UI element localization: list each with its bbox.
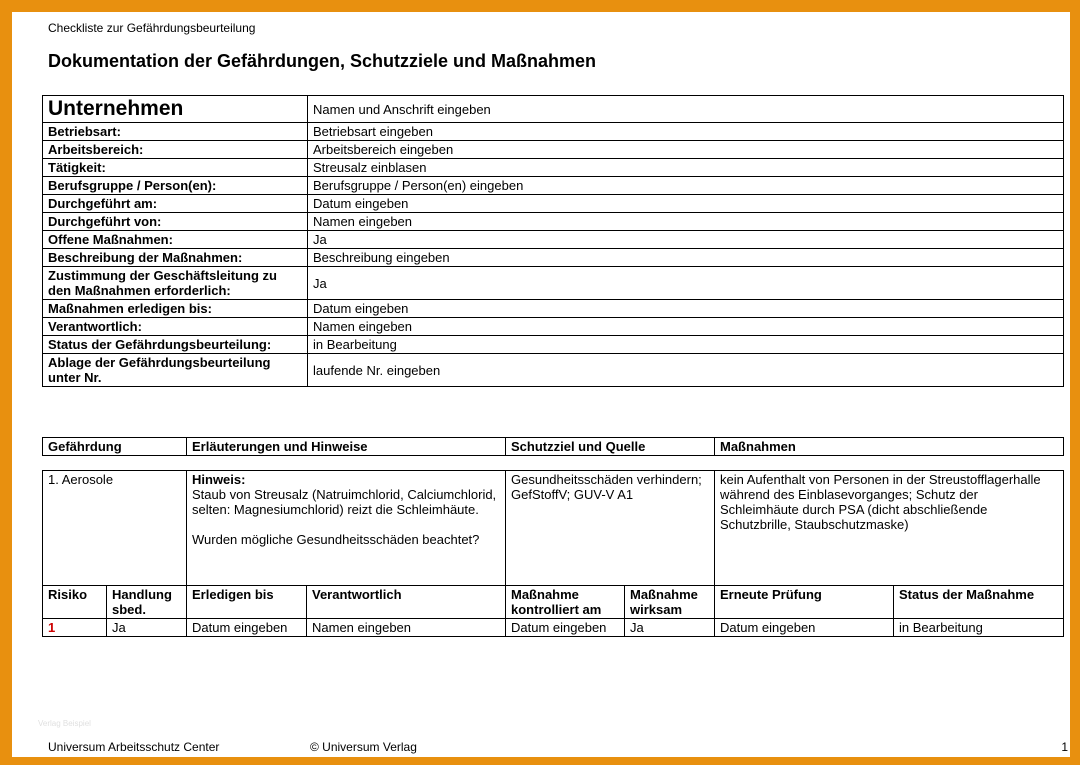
info-value[interactable]: Betriebsart eingeben: [308, 123, 1064, 141]
info-label: Tätigkeit:: [43, 159, 308, 177]
hazard-table: [42, 470, 1064, 637]
info-value[interactable]: laufende Nr. eingeben: [308, 354, 1064, 387]
info-label: Ablage der Gefährdungsbeurteilung unter Nr.: [43, 354, 308, 387]
info-label: Offene Maßnahmen:: [43, 231, 308, 249]
company-info-table: [42, 95, 1064, 387]
hazard-header-table: [42, 437, 1064, 456]
responsible-header: Verantwortlich: [307, 586, 506, 619]
action-header: Handlung sbed.: [107, 586, 187, 619]
goal-line: Gesundheitsschäden verhindern;: [511, 472, 702, 487]
watermark: Verlag Beispiel: [38, 719, 91, 728]
measures-col-header: Maßnahmen: [715, 438, 1064, 456]
info-label: Berufsgruppe / Person(en):: [43, 177, 308, 195]
info-label: Status der Gefährdungsbeurteilung:: [43, 336, 308, 354]
notes-col-header: Erläuterungen und Hinweise: [187, 438, 506, 456]
info-value[interactable]: in Bearbeitung: [308, 336, 1064, 354]
company-label: Unternehmen: [43, 96, 308, 123]
info-value[interactable]: Ja: [308, 267, 1064, 300]
info-label: Arbeitsbereich:: [43, 141, 308, 159]
hazard-measures: kein Aufenthalt von Personen in der Streustofflagerhalle während des Einblasevorganges; Schutz der Schleimhäute durch PSA (dicht abschließende Schutzbrille, Staubschutzmaske): [715, 471, 1064, 586]
info-label: Durchgeführt von:: [43, 213, 308, 231]
action-value[interactable]: Ja: [107, 619, 187, 637]
status-header: Status der Maßnahme: [894, 586, 1064, 619]
due-value[interactable]: Datum eingeben: [187, 619, 307, 637]
info-value[interactable]: Namen eingeben: [308, 213, 1064, 231]
info-value[interactable]: Datum eingeben: [308, 300, 1064, 318]
info-label: Maßnahmen erledigen bis:: [43, 300, 308, 318]
info-value[interactable]: Namen eingeben: [308, 318, 1064, 336]
info-value[interactable]: Beschreibung eingeben: [308, 249, 1064, 267]
info-value[interactable]: Ja: [308, 231, 1064, 249]
info-value[interactable]: Berufsgruppe / Person(en) eingeben: [308, 177, 1064, 195]
document-title: Dokumentation der Gefährdungen, Schutzziele und Maßnahmen: [48, 51, 597, 71]
footer-company: Universum Arbeitsschutz Center: [48, 740, 220, 754]
goal-col-header: Schutzziel und Quelle: [506, 438, 715, 456]
hazard-name: 1. Aerosole: [43, 471, 187, 586]
document-page: [12, 12, 1070, 757]
effective-value[interactable]: Ja: [625, 619, 715, 637]
risk-header: Risiko: [43, 586, 107, 619]
hazard-notes: [187, 471, 506, 586]
info-label: Betriebsart:: [43, 123, 308, 141]
recheck-value[interactable]: Datum eingeben: [715, 619, 894, 637]
recheck-header: Erneute Prüfung: [715, 586, 894, 619]
responsible-value[interactable]: Namen eingeben: [307, 619, 506, 637]
info-label: Zustimmung der Geschäftsleitung zu den Maßnahmen erforderlich:: [43, 267, 308, 300]
hazard-col-header: Gefährdung: [43, 438, 187, 456]
info-label: Verantwortlich:: [43, 318, 308, 336]
info-label: Beschreibung der Maßnahmen:: [43, 249, 308, 267]
due-header: Erledigen bis: [187, 586, 307, 619]
info-value[interactable]: Datum eingeben: [308, 195, 1064, 213]
note-title: Hinweis:: [192, 472, 246, 487]
footer-copyright: © Universum Verlag: [310, 740, 417, 754]
effective-header: Maßnahme wirksam: [625, 586, 715, 619]
note-question: Wurden mögliche Gesundheitsschäden beachtet?: [192, 532, 480, 547]
info-value[interactable]: Arbeitsbereich eingeben: [308, 141, 1064, 159]
checked-value[interactable]: Datum eingeben: [506, 619, 625, 637]
info-label: Durchgeführt am:: [43, 195, 308, 213]
risk-value[interactable]: 1: [43, 619, 107, 637]
page-number: 1: [1061, 740, 1068, 754]
status-value[interactable]: in Bearbeitung: [894, 619, 1064, 637]
note-text: Staub von Streusalz (Natruimchlorid, Calciumchlorid, selten: Magnesiumchlorid) reizt die Schleimhäute.: [192, 487, 497, 517]
company-value[interactable]: Namen und Anschrift eingeben: [308, 96, 1064, 123]
checked-header: Maßnahme kontrolliert am: [506, 586, 625, 619]
protection-goal: [506, 471, 715, 586]
info-value[interactable]: Streusalz einblasen: [308, 159, 1064, 177]
document-subtitle: Checkliste zur Gefährdungsbeurteilung: [48, 21, 256, 35]
goal-source: GefStoffV; GUV-V A1: [511, 487, 634, 502]
